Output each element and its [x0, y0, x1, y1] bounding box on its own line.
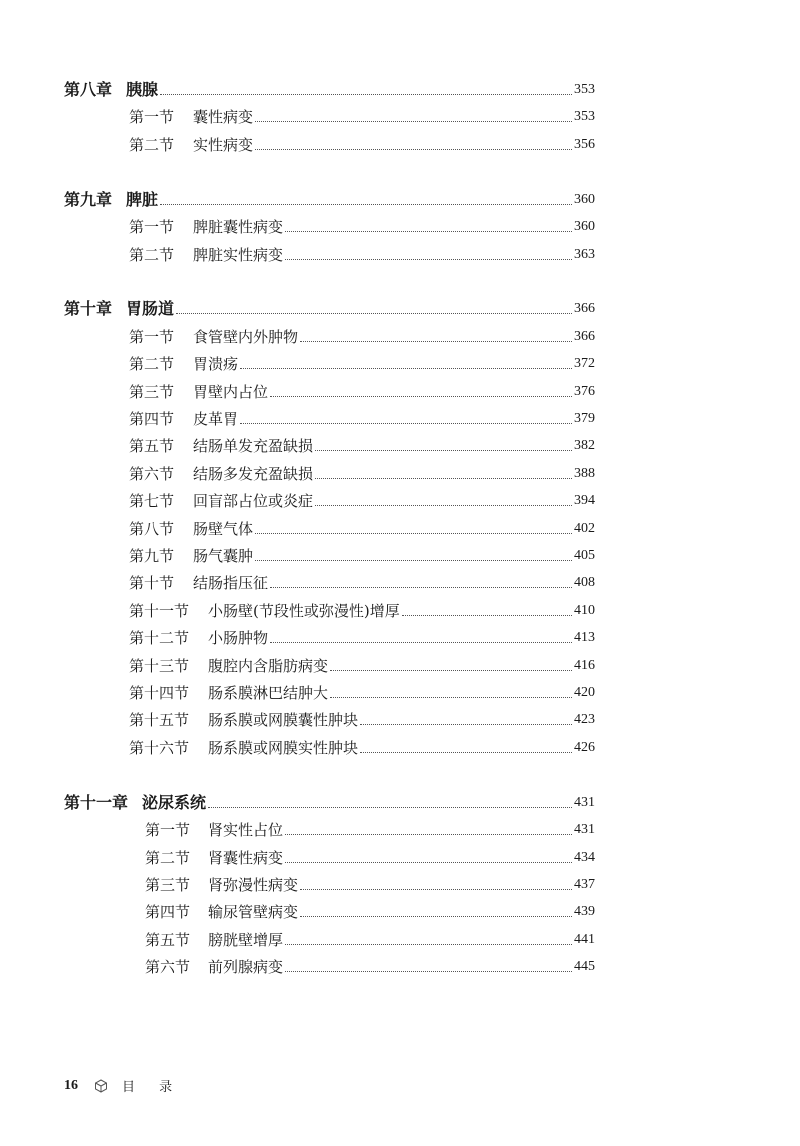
dot-leader — [330, 670, 572, 671]
toc-chapter-row[interactable] — [64, 295, 595, 319]
toc-title: 肠系膜或网膜囊性肿块 — [208, 711, 359, 730]
toc-section-row[interactable] — [145, 816, 595, 840]
toc-label: 第五节 — [129, 437, 175, 456]
toc-label: 第四节 — [145, 903, 191, 922]
toc-section-row[interactable] — [129, 652, 595, 676]
toc-page-number: 420 — [574, 685, 595, 700]
toc-label: 第八章 — [64, 80, 113, 99]
toc-label: 第八节 — [129, 519, 175, 538]
toc-page-number: 441 — [574, 931, 595, 947]
toc-title: 肠系膜或网膜实性肿块 — [208, 738, 359, 757]
toc-section-row[interactable] — [129, 569, 595, 593]
toc-label: 第七节 — [129, 492, 175, 511]
toc-page-number: 353 — [574, 109, 595, 125]
toc-label: 第二节 — [129, 355, 175, 374]
dot-leader — [270, 642, 572, 643]
toc-title: 回盲部占位或炎症 — [193, 492, 314, 511]
toc-section-row[interactable] — [129, 103, 595, 127]
toc-page-number: 366 — [574, 301, 595, 317]
toc-label: 第十节 — [129, 574, 175, 593]
toc-label: 第一节 — [129, 108, 175, 127]
toc-page-number: 437 — [574, 876, 595, 892]
toc-section-row[interactable] — [129, 378, 595, 402]
toc-section-row[interactable] — [145, 926, 595, 950]
toc-chapter-row[interactable] — [64, 186, 595, 210]
dot-leader — [240, 368, 572, 369]
toc-page-number: 366 — [574, 328, 595, 344]
dot-leader — [300, 341, 572, 342]
toc-section-row[interactable] — [129, 460, 595, 484]
dot-leader — [285, 944, 572, 945]
toc-page-number: 376 — [574, 383, 595, 399]
toc-section-row[interactable] — [129, 487, 595, 511]
toc-title: 脾脏实性病变 — [193, 245, 284, 264]
toc-section-row[interactable] — [129, 679, 595, 703]
toc-page-number: 426 — [574, 739, 595, 755]
toc-title: 皮革胃 — [193, 410, 239, 428]
toc-section-row[interactable] — [145, 844, 595, 868]
toc-page-number: 431 — [574, 822, 595, 838]
dot-leader — [285, 834, 572, 835]
dot-leader — [270, 587, 572, 588]
toc-title: 食管壁内外肿物 — [193, 327, 299, 346]
toc-section-row[interactable] — [129, 734, 595, 758]
toc-page-number: 402 — [574, 520, 595, 536]
dot-leader — [270, 396, 572, 397]
dot-leader — [160, 204, 572, 205]
toc-section-row[interactable] — [145, 953, 595, 977]
dot-leader — [360, 752, 572, 753]
toc-label: 第二节 — [129, 245, 175, 264]
dot-leader — [255, 149, 572, 150]
toc-page-number: 439 — [574, 904, 595, 920]
page-footer — [64, 1076, 182, 1095]
toc-label: 第四节 — [129, 410, 175, 428]
toc-page-number: 434 — [574, 849, 595, 865]
dot-leader — [255, 560, 572, 561]
toc-title: 前列腺病变 — [208, 958, 284, 977]
dot-leader — [285, 862, 572, 863]
footer-title: 目 录 — [122, 1080, 183, 1095]
toc-label: 第十六节 — [129, 738, 190, 757]
toc-section-row[interactable] — [129, 432, 595, 456]
toc-label: 第十章 — [64, 299, 113, 319]
toc-title: 胃肠道 — [126, 299, 175, 319]
toc-page-number: 379 — [574, 411, 595, 426]
toc-page-number: 423 — [574, 712, 595, 728]
dot-leader — [285, 231, 572, 232]
toc-title: 脾脏 — [126, 189, 159, 209]
toc-page-number: 360 — [574, 219, 595, 235]
toc-section-row[interactable] — [129, 542, 595, 566]
toc-label: 第一节 — [129, 218, 175, 237]
toc-page-number: 372 — [574, 356, 595, 372]
toc-label: 第五节 — [145, 930, 191, 949]
dot-leader — [255, 533, 572, 534]
toc-title: 腹腔内含脂肪病变 — [208, 656, 329, 675]
toc-label: 第十三节 — [129, 656, 190, 675]
dot-leader — [300, 916, 572, 917]
toc-page-number: 416 — [574, 657, 595, 673]
toc-title: 泌尿系统 — [142, 792, 207, 812]
toc-section-row[interactable] — [129, 515, 595, 539]
toc-label: 第九节 — [129, 547, 175, 565]
toc-title: 肾实性占位 — [208, 821, 284, 840]
toc-title: 实性病变 — [193, 135, 254, 154]
toc-page-number: 356 — [574, 136, 595, 152]
toc-section-row[interactable] — [129, 405, 595, 429]
dot-leader — [240, 423, 572, 424]
toc-label: 第十二节 — [129, 629, 190, 648]
dot-leader — [208, 807, 572, 808]
dot-leader — [300, 889, 572, 890]
toc-page-number: 360 — [574, 191, 595, 207]
dot-leader — [255, 121, 572, 122]
toc-section-row[interactable] — [129, 597, 595, 621]
dot-leader — [315, 505, 572, 506]
toc-title: 肾弥漫性病变 — [208, 875, 299, 894]
toc-title: 膀胱壁增厚 — [208, 930, 284, 949]
dot-leader — [285, 971, 572, 972]
toc-section-row[interactable] — [145, 898, 595, 922]
toc-title: 肠系膜淋巴结肿大 — [208, 684, 329, 702]
toc-title: 结肠单发充盈缺损 — [193, 437, 314, 456]
toc-label: 第十一节 — [129, 601, 190, 620]
toc-title: 肠气囊肿 — [193, 547, 254, 565]
page-number: 16 — [64, 1077, 78, 1093]
toc-label: 第六节 — [129, 464, 175, 483]
toc-title: 胰腺 — [126, 80, 159, 99]
toc-label: 第二节 — [129, 135, 175, 154]
toc-label: 第一节 — [129, 327, 175, 346]
toc-section-row[interactable] — [129, 241, 595, 265]
cube-outline-icon — [94, 1079, 108, 1093]
dot-leader — [160, 94, 572, 95]
toc-section-row[interactable] — [129, 350, 595, 374]
dot-leader — [330, 697, 572, 698]
toc-label: 第十一章 — [64, 792, 129, 812]
toc-title: 肠壁气体 — [193, 519, 254, 538]
toc-page-number: 413 — [574, 630, 595, 646]
toc-chapter-row[interactable] — [64, 76, 595, 100]
toc-label: 第十四节 — [129, 684, 190, 702]
toc-label: 第九章 — [64, 189, 113, 209]
toc-section-row[interactable] — [129, 706, 595, 730]
toc-page-number: 363 — [574, 246, 595, 262]
dot-leader — [315, 450, 572, 451]
toc-section-row[interactable] — [129, 624, 595, 648]
toc-label: 第一节 — [145, 821, 191, 840]
toc-label: 第三节 — [129, 382, 175, 401]
dot-leader — [315, 478, 572, 479]
toc-page-number: 353 — [574, 82, 595, 97]
toc-label: 第十五节 — [129, 711, 190, 730]
toc-title: 胃壁内占位 — [193, 382, 269, 401]
toc-title: 小肠肿物 — [208, 629, 269, 648]
toc-title: 结肠指压征 — [193, 574, 269, 593]
toc-page-number: 410 — [574, 602, 595, 618]
dot-leader — [402, 615, 572, 616]
toc-page-number: 388 — [574, 465, 595, 481]
toc-title: 脾脏囊性病变 — [193, 218, 284, 237]
toc-page-number: 394 — [574, 493, 595, 509]
dot-leader — [285, 259, 572, 260]
toc-page-number: 405 — [574, 548, 595, 563]
dot-leader — [360, 724, 572, 725]
toc-title: 小肠壁(节段性或弥漫性)增厚 — [208, 601, 400, 620]
toc-chapter-row[interactable] — [64, 789, 595, 813]
toc-title: 胃溃疡 — [193, 355, 239, 374]
toc-label: 第六节 — [145, 958, 191, 977]
toc-section-row[interactable] — [129, 213, 595, 237]
toc-section-row[interactable] — [129, 131, 595, 155]
toc-title: 肾囊性病变 — [208, 848, 284, 867]
toc-page-number: 431 — [574, 794, 595, 810]
dot-leader — [176, 313, 572, 314]
toc-section-row[interactable] — [145, 871, 595, 895]
toc-page-number: 408 — [574, 575, 595, 591]
toc-title: 输尿管壁病变 — [208, 903, 299, 922]
toc-section-row[interactable] — [129, 323, 595, 347]
toc-label: 第二节 — [145, 848, 191, 867]
toc-title: 结肠多发充盈缺损 — [193, 464, 314, 483]
toc-title: 囊性病变 — [193, 108, 254, 127]
toc-page-number: 445 — [574, 959, 595, 975]
toc-label: 第三节 — [145, 875, 191, 894]
toc-page-number: 382 — [574, 438, 595, 454]
